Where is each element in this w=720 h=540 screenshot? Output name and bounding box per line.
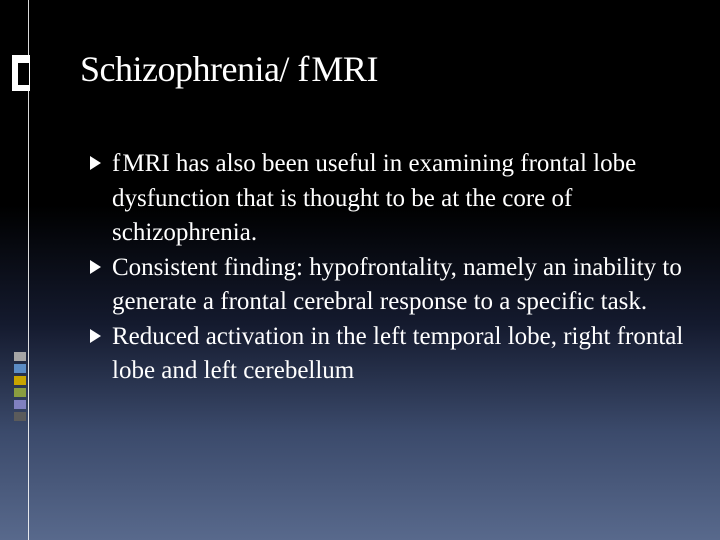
triangle-bullet-icon <box>90 156 101 170</box>
bullet-list <box>88 147 698 389</box>
slide-title: Schizophrenia/ f MRI <box>80 49 378 89</box>
deco-bar <box>14 352 26 361</box>
bullet-text: f MRI has also been useful in examining frontal lobe dysfunction that is thought to be at the core of schizophrenia. <box>112 150 637 246</box>
bullet-item <box>88 251 698 320</box>
deco-bar <box>14 364 26 373</box>
bullet-text: Consistent finding: hypofrontality, namely an inability to generate a frontal cerebral response to a specific task. <box>112 253 682 315</box>
title-accent-mark-inner <box>18 63 29 85</box>
deco-bar <box>14 376 26 385</box>
deco-bar <box>14 388 26 397</box>
deco-bar <box>14 400 26 409</box>
triangle-bullet-icon <box>90 329 101 343</box>
bullet-text: Reduced activation in the left temporal lobe, right frontal lobe and left cerebellum <box>112 322 684 384</box>
bullet-item <box>88 147 698 251</box>
decorative-color-bars <box>14 352 26 424</box>
deco-bar <box>14 412 26 421</box>
triangle-bullet-icon <box>90 260 101 274</box>
bullet-item <box>88 320 698 389</box>
